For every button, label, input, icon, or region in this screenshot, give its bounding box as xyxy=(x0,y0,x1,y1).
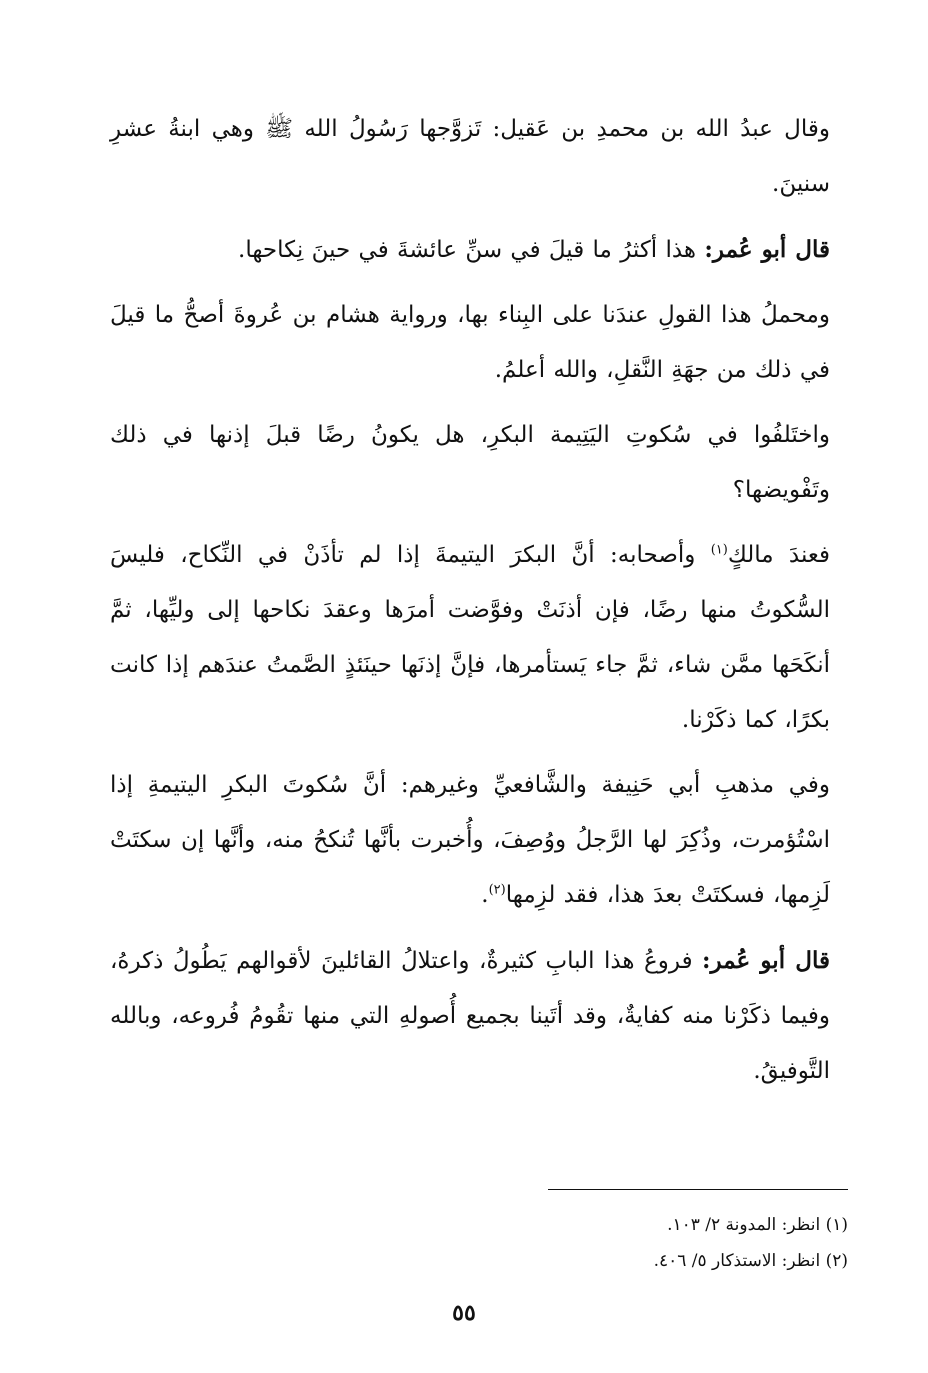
paragraph-text: هذا أكثرُ ما قيلَ في سنِّ عائشةَ في حينَ نِكاحها. xyxy=(238,237,705,263)
footnote-reference[interactable]: (١) xyxy=(710,542,728,558)
paragraph-text: واختَلفُوا في سُكوتِ اليَتِيمة البكرِ، هل يكونُ رضًا قبلَ إذنها في ذلك وتَفْويضها؟ xyxy=(110,422,830,503)
paragraph-text: . xyxy=(481,882,489,908)
paragraph-text: وفي مذهبِ أبي حَنِيفة والشَّافعيِّ وغيرهم: أنَّ سُكوتَ البكرِ اليتيمةِ إذا اسْتُؤمرت، وذُكِرَ لها الرَّجلُ ووُصِفَ، وأُخبرت بأنَّها تُنكحُ منه، وأنَّها إن سكتَتْ لَزِمها، فسكتَتْ بعدَ هذا، فقد لزِمها xyxy=(110,772,830,908)
paragraph xyxy=(110,102,830,212)
paragraph xyxy=(110,933,830,1099)
footnotes xyxy=(500,1207,848,1279)
paragraph xyxy=(110,288,830,398)
paragraph-text: فعندَ مالكٍ xyxy=(727,542,830,568)
paragraph-text: ومحملُ هذا القولِ عندَنا على البِناء بها، ورواية هشام بن عُروةَ أصحُّ ما قيلَ في ذلك من جهَةِ النَّقلِ، والله أعلمُ. xyxy=(110,302,830,383)
page-number: ٥٥ xyxy=(452,1300,476,1326)
speaker-label: قال أبو عُمر: xyxy=(702,947,830,974)
footnote: (١) انظر: المدونة ٢/ ١٠٣. xyxy=(667,1215,848,1235)
footnote: (٢) انظر: الاستذكار ٥/ ٤٠٦. xyxy=(653,1251,848,1271)
paragraph xyxy=(110,222,830,278)
footnote-separator xyxy=(548,1189,848,1190)
paragraph-text: فروعُ هذا البابِ كثيرةٌ، واعتلالُ القائلينَ لأقوالهم يَطُولُ ذكرهُ، وفيما ذكَرْنا منه كفايةٌ، وقد أتَينا بجميع أُصولهِ التي منها تقُومُ فُروعه، وبالله التَّوفيقُ. xyxy=(110,948,830,1084)
paragraph xyxy=(110,408,830,518)
paragraph-text: وأصحابه: أنَّ البكرَ اليتيمةَ إذا لم تأذَنْ في النِّكاح، فليسَ السُّكوتُ منها رضًا، فإن أذنَتْ وفوَّضت أمرَها وعقدَ نكاحها إلى وليِّها، ثمَّ أنكَحَها ممَّن شاء، ثمَّ جاء يَستأمرها، فإنَّ إذنَها حينَئذٍ الصَّمتُ عندَهم إذا كانت بكرًا، كما ذكَرْنا. xyxy=(110,542,830,733)
speaker-label: قال أبو عُمر: xyxy=(704,236,830,263)
paragraph xyxy=(110,758,830,923)
paragraph xyxy=(110,528,830,748)
paragraph-text: وقال عبدُ الله بن محمدِ بن عَقيل: تَزوَّجها رَسُولُ الله ﷺ وهي ابنةُ عشرِ سنينَ. xyxy=(110,116,830,197)
footnote-reference[interactable]: (٢) xyxy=(488,882,506,898)
main-text xyxy=(110,102,830,1099)
